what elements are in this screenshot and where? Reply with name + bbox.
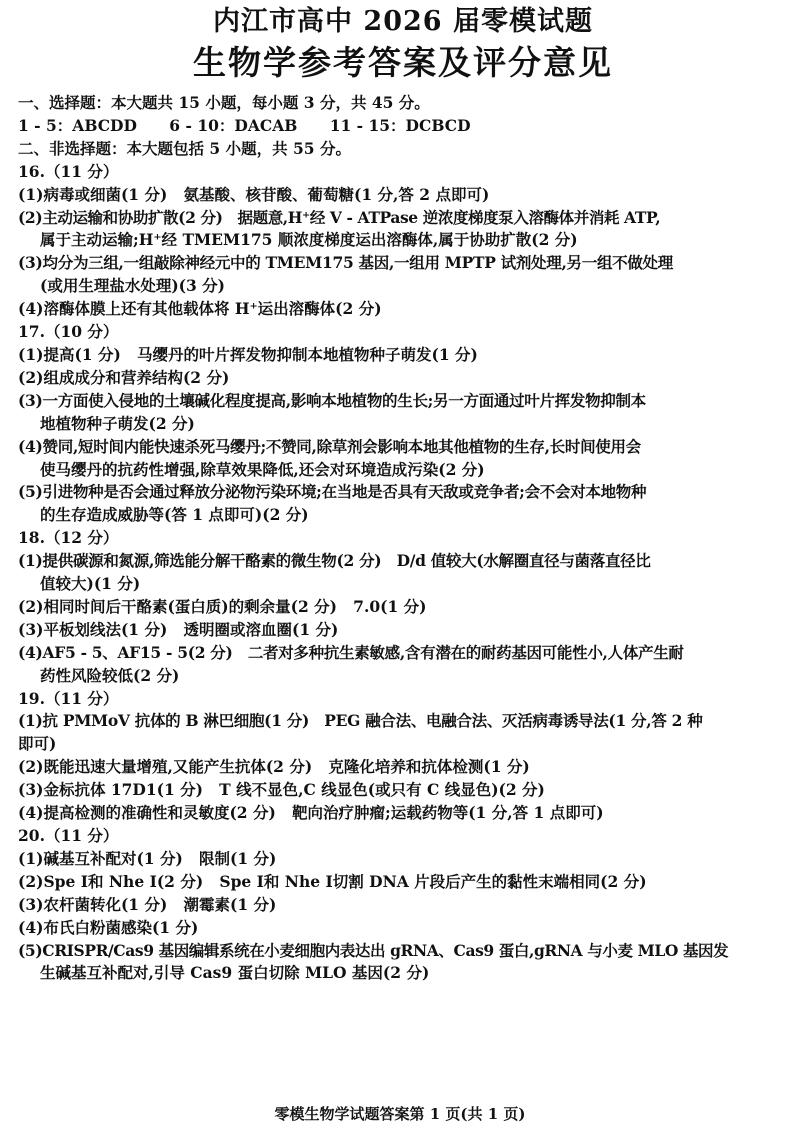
answer-line: 生碱基互补配对,引导 Cas9 蛋白切除 MLO 基因(2 分) [40,963,430,983]
page-footer: 零模生物学试题答案第 1 页(共 1 页) [274,1105,526,1123]
answer-line: 地植物种子萌发(2 分) [40,413,195,433]
answer-line: 的生存造成威胁等(答 1 点即可)(2 分) [40,505,309,525]
answer-line: (5)引进物种是否会通过释放分泌物污染环境;在当地是否具有天敌或竞争者;会不会对本地物种 [18,482,647,502]
question-heading: 18.（12 分） [18,528,119,548]
answer-line: 值较大)(1 分) [40,574,141,594]
answer-line: (1)碱基互补配对(1 分) 限制(1 分) [18,848,277,868]
answer-line: (1)提高(1 分) 马缨丹的叶片挥发物抑制本地植物种子萌发(1 分) [18,344,478,364]
answer-line: (4)AF5 - 5、AF15 - 5(2 分) 二者对多种抗生素敏感,含有潜在的耐药基因可能性小,人体产生耐 [18,642,684,662]
choice-answers: 1 - 5：ABCDD 6 - 10：DACAB 11 - 15：DCBCD [18,115,471,135]
question-heading: 19.（11 分） [18,688,119,708]
answer-line: (2)组成成分和营养结构(2 分) [18,367,230,387]
answer-line: (或用生理盐水处理)(3 分) [40,276,226,296]
question-heading: 16.（11 分） [18,161,119,181]
answer-line: (1)抗 PMMoV 抗体的 B 淋巴细胞(1 分) PEG 融合法、电融合法、灭活病毒诱导法(1 分,答 2 种 [18,711,703,731]
answer-line: 药性风险较低(2 分) [40,665,180,685]
answer-line: (1)病毒或细菌(1 分) 氨基酸、核苷酸、葡萄糖(1 分,答 2 点即可) [18,184,490,204]
answer-line: (3)一方面使入侵地的土壤碱化程度提高,影响本地植物的生长;另一方面通过叶片挥发物抑制本 [18,390,646,410]
answer-line: (2)既能迅速大量增殖,又能产生抗体(2 分) 克隆化培养和抗体检测(1 分) [18,757,530,777]
answer-line: (2)Spe Ⅰ和 Nhe Ⅰ(2 分) Spe Ⅰ和 Nhe Ⅰ切割 DNA 片段后产生的黏性末端相同(2 分) [18,871,647,891]
answer-line: 使马缨丹的抗药性增强,除草效果降低,还会对环境造成污染(2 分) [40,459,485,479]
answer-line: (5)CRISPR/Cas9 基因编辑系统在小麦细胞内表达出 gRNA、Cas9 蛋白,gRNA 与小麦 MLO 基因发 [18,940,729,960]
answer-line: (4)赞同,短时间内能快速杀死马缨丹;不赞同,除草剂会影响本地其他植物的生存,长时间使用会 [18,436,641,456]
answer-line: (4)提高检测的准确性和灵敏度(2 分) 靶向治疗肿瘤;运载药物等(1 分,答 1 点即可) [18,803,604,823]
answer-line: (3)农杆菌转化(1 分) 潮霉素(1 分) [18,894,277,914]
answer-line: (3)均分为三组,一组敲除神经元中的 TMEM175 基因,一组用 MPTP 试剂处理,另一组不做处理 [18,253,673,273]
answer-line: 即可) [18,734,57,754]
section-heading: 二、非选择题：本大题包括 5 小题，共 55 分。 [18,138,351,158]
answer-line: (1)提供碳源和氮源,筛选能分解干酪素的微生物(2 分) D/d 值较大(水解圈直径与菌落直径比 [18,551,651,571]
answer-line: (2)相同时间后干酪素(蛋白质)的剩余量(2 分) 7.0(1 分) [18,596,427,616]
answer-line: 属于主动运输;H⁺经 TMEM175 顺浓度梯度运出溶酶体,属于协助扩散(2 分) [40,230,578,250]
answer-line: (3)平板划线法(1 分) 透明圈或溶血圈(1 分) [18,619,339,639]
document-title: 生物学参考答案及评分意见 [193,43,613,82]
answer-line: (3)金标抗体 17D1(1 分) T 线不显色,C 线显色(或只有 C 线显色)(2 分) [18,780,545,800]
answer-line: (4)布氏白粉菌感染(1 分) [18,917,199,937]
exam-title: 内江市高中 2026 届零模试题 [213,6,593,37]
question-heading: 20.（11 分） [18,826,119,845]
answer-content [18,92,788,985]
question-heading: 17.（10 分） [18,322,119,342]
section-heading: 一、选择题：本大题共 15 小题，每小题 3 分，共 45 分。 [18,93,430,112]
answer-line: (2)主动运输和协助扩散(2 分) 据题意,H⁺经 V - ATPase 逆浓度梯度泵入溶酶体并消耗 ATP, [18,207,661,227]
answer-line: (4)溶酶体膜上还有其他载体将 H⁺运出溶酶体(2 分) [18,299,382,319]
